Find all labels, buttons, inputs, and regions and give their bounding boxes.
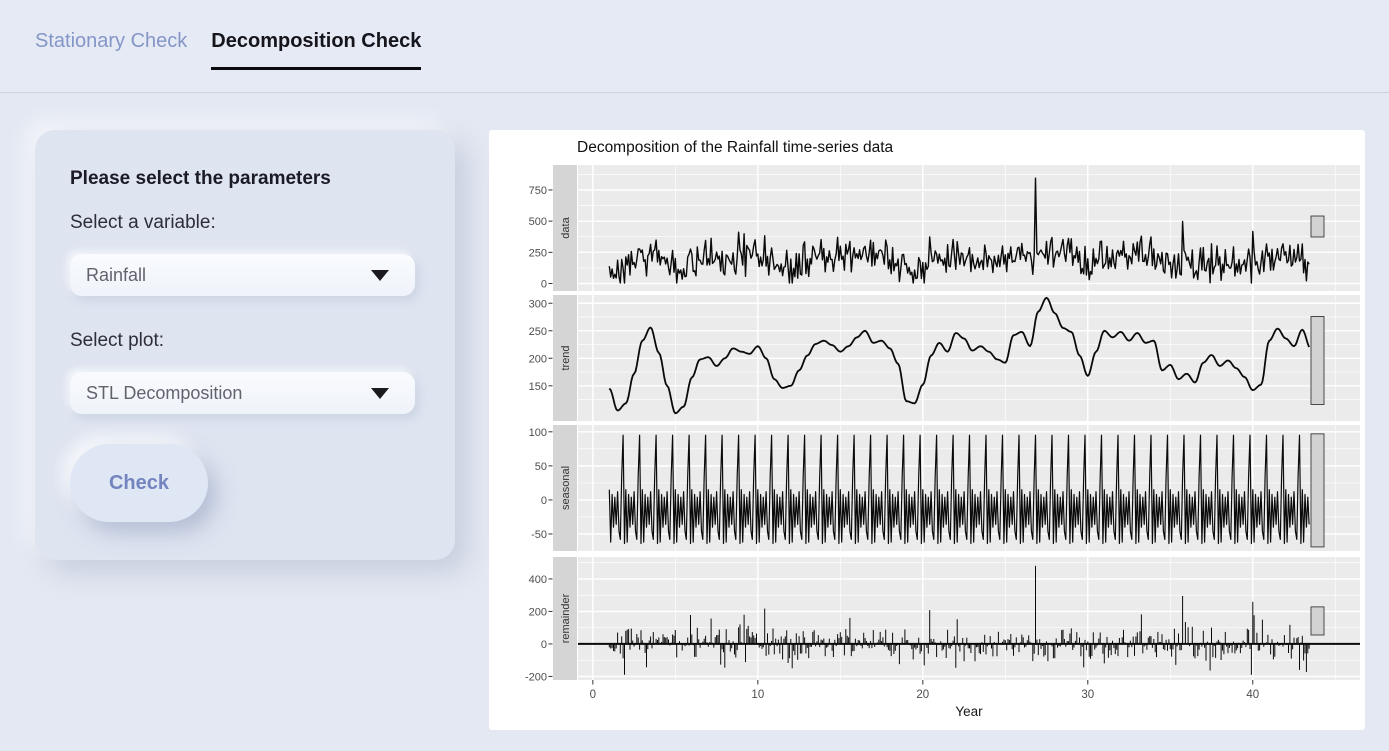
plot-card (489, 130, 1365, 730)
y-tick-label: 100 (528, 426, 547, 439)
y-tick-label: -50 (531, 528, 547, 541)
y-tick-label: 0 (540, 638, 547, 651)
facet-strip-label: data (560, 217, 572, 239)
x-tick-label: 20 (916, 689, 930, 701)
facet-strip-label: seasonal (560, 465, 572, 511)
variable-label: Select a variable: (70, 212, 216, 233)
x-tick-label: 10 (751, 689, 765, 701)
plot-select-value: STL Decomposition (86, 382, 243, 403)
tab-bar (0, 0, 1389, 70)
variable-select-value: Rainfall (86, 264, 147, 285)
facet-strip-label: trend (560, 345, 572, 371)
variable-select[interactable] (70, 254, 415, 296)
x-tick-label: 30 (1081, 689, 1095, 701)
trend-scale-bar (1311, 316, 1324, 404)
y-tick-label: 50 (534, 460, 547, 473)
data-scale-bar (1311, 216, 1324, 237)
y-tick-label: 500 (528, 216, 547, 229)
header (0, 0, 1389, 93)
y-tick-label: 200 (528, 606, 547, 619)
check-button[interactable]: Check (70, 444, 208, 522)
y-tick-label: 250 (528, 325, 547, 338)
plot-label: Select plot: (70, 330, 164, 351)
y-tick-label: -200 (524, 671, 547, 684)
x-axis (590, 680, 1260, 719)
y-tick-label: 150 (528, 380, 547, 393)
y-tick-label: 300 (528, 298, 547, 311)
facet-strip-label: remainder (560, 593, 572, 644)
chevron-down-icon (371, 388, 389, 399)
panel-remainder (525, 557, 1360, 683)
x-tick-label: 40 (1246, 689, 1260, 701)
y-tick-label: 750 (528, 184, 547, 197)
y-tick-label: 200 (528, 353, 547, 366)
panel-seasonal (529, 425, 1360, 551)
chevron-down-icon (371, 270, 389, 281)
x-axis-title: Year (955, 704, 983, 719)
y-tick-label: 0 (540, 494, 547, 507)
y-tick-label: 400 (528, 573, 547, 586)
y-tick-label: 250 (528, 247, 547, 260)
parameters-panel (35, 130, 455, 560)
seasonal-scale-bar (1311, 434, 1324, 547)
panel-heading: Please select the parameters (70, 168, 331, 189)
panel-data (529, 165, 1360, 291)
y-tick-label: 0 (540, 278, 547, 291)
svg-text:Decomposition of the Rainfall: Decomposition of the Rainfall time-series data (577, 139, 894, 156)
plot-select[interactable] (70, 372, 415, 414)
tab-decomposition-check[interactable]: Decomposition Check (211, 30, 421, 70)
panel-trend (529, 295, 1360, 421)
tab-stationary-check[interactable]: Stationary Check (35, 30, 188, 52)
x-tick-label: 0 (589, 689, 597, 701)
stl-decomposition-plot (489, 130, 1365, 730)
remainder-scale-bar (1311, 607, 1324, 635)
